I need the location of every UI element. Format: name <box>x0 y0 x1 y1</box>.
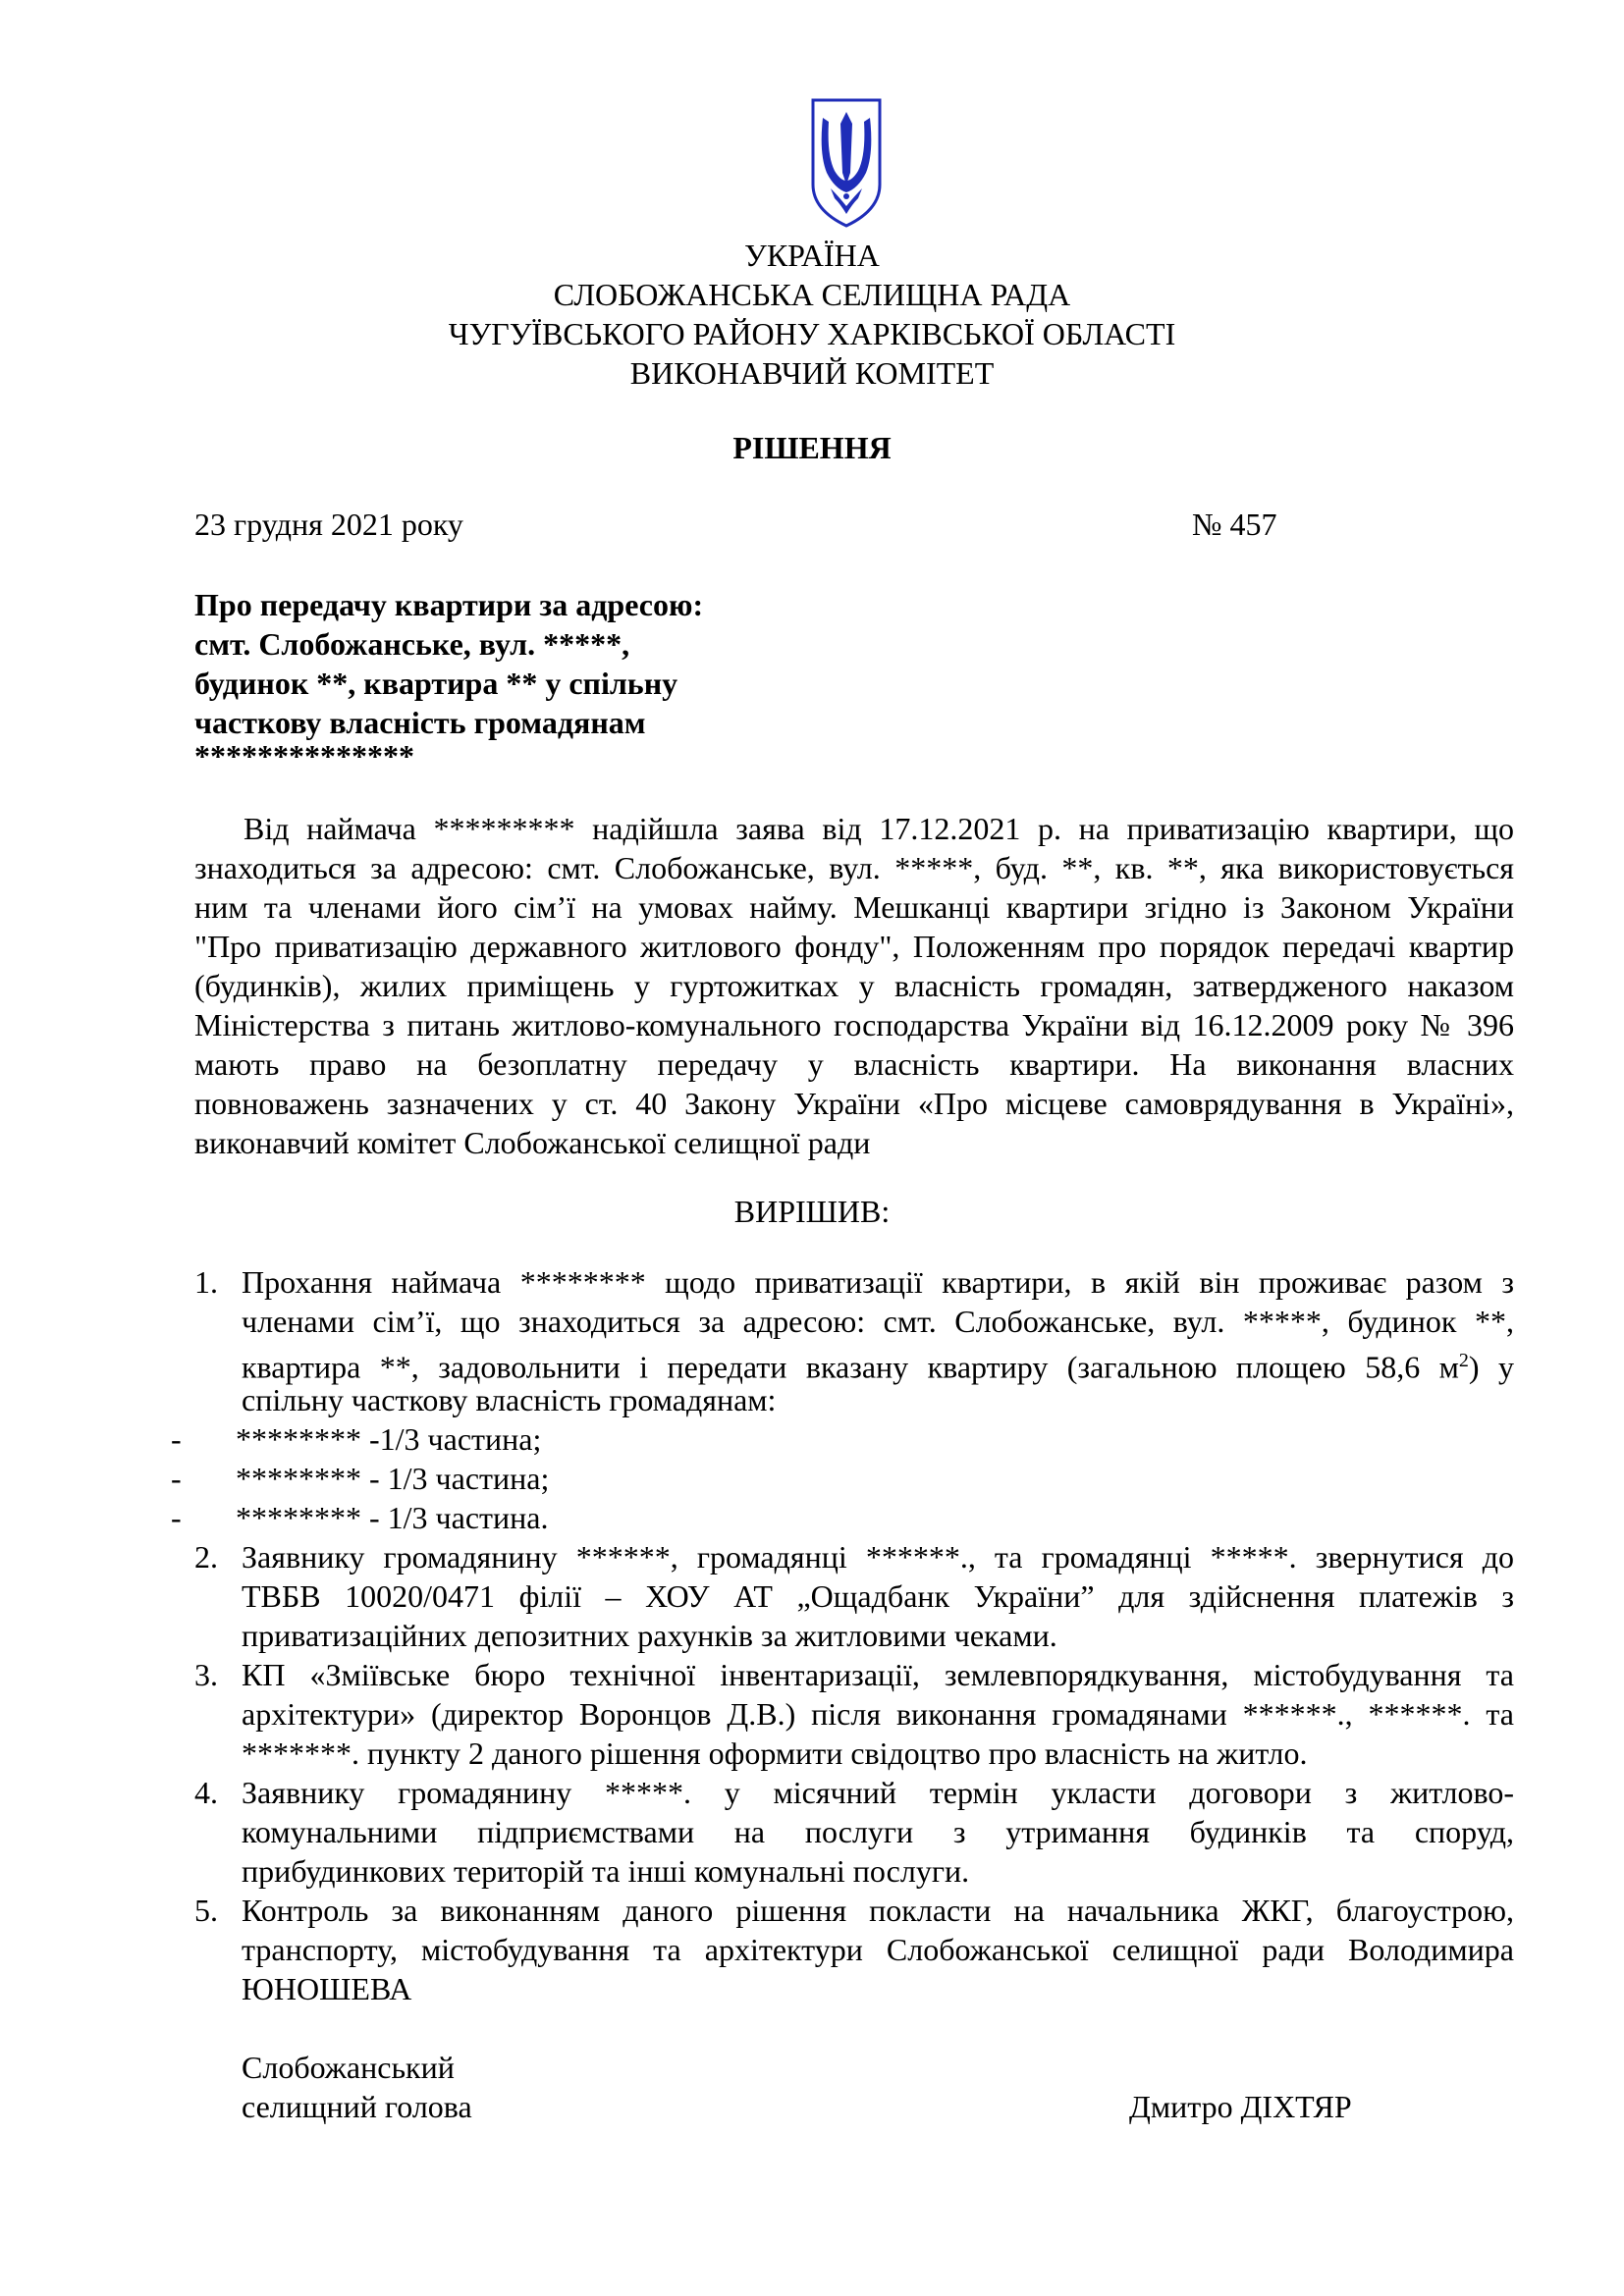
body-line-7: мають право на безоплатну передачу у власність квартири. На виконання власних <box>194 1046 1514 1082</box>
share-item-3: ******** - 1/3 частина. <box>236 1500 549 1535</box>
signatory-title-line-1: Слобожанський <box>242 2050 455 2085</box>
body-line-9: виконавчий комітет Слобожанської селищної ради <box>194 1125 871 1160</box>
item-4-number: 4. <box>194 1775 218 1810</box>
body-line-8: повноважень зазначених у ст. 40 Закону України «Про місцеве самоврядування в Україні», <box>194 1086 1514 1121</box>
body-line-6: Міністерства з питань житлово-комунального господарства України від 16.12.2009 року № 396 <box>194 1007 1514 1042</box>
item-2-line-3: приватизаційних депозитних рахунків за житловими чеками. <box>242 1618 1057 1653</box>
item-5-line-2: транспорту, містобудування та архітектури Слобожанської селищної ради Володимира <box>242 1932 1514 1967</box>
decision-date: 23 грудня 2021 року <box>194 507 463 542</box>
item-1-line-2: членами сім’ї, що знаходиться за адресою: смт. Слобожанське, вул. *****, будинок **, <box>242 1304 1514 1339</box>
item-3-line-1: КП «Зміївське бюро технічної інвентаризації, землевпорядкування, містобудування та <box>242 1657 1514 1692</box>
item-1-line-3-text: квартира **, задовольнити і передати вказану квартиру (загальною площею 58,6 м <box>242 1349 1459 1385</box>
item-5-number: 5. <box>194 1893 218 1928</box>
header-district: ЧУГУЇВСЬКОГО РАЙОНУ ХАРКІВСЬКОЇ ОБЛАСТІ <box>448 316 1176 351</box>
decision-number: № 457 <box>1192 507 1277 542</box>
share-item-2: ******** - 1/3 частина; <box>236 1461 550 1496</box>
item-1-number: 1. <box>194 1264 218 1300</box>
item-2-number: 2. <box>194 1539 218 1575</box>
item-1-line-1: Прохання наймача ******** щодо приватизації квартири, в якій він проживає разом з <box>242 1264 1514 1300</box>
header-committee: ВИКОНАВЧИЙ КОМІТЕТ <box>629 355 995 391</box>
item-4-line-2: комунальними підприємствами на послуги з утримання будинків та споруд, <box>242 1814 1514 1849</box>
item-3-line-3: *******. пункту 2 даного рішення оформити свідоцтво про власність на житло. <box>242 1735 1308 1771</box>
subject-line-2: смт. Слобожанське, вул. *****, <box>194 626 630 662</box>
item-2-line-2: ТВБВ 10020/0471 філії – ХОУ АТ „Ощадбанк України” для здійснення платежів з <box>242 1578 1514 1614</box>
item-3-line-2: архітектури» (директор Воронцов Д.В.) після виконання громадянами ******., ******. та <box>242 1696 1514 1732</box>
dash-bullet: - <box>171 1500 182 1535</box>
item-2-line-1: Заявнику громадянину ******, громадянці ******., та громадянці *****. звернутися до <box>242 1539 1514 1575</box>
item-1-line-4: спільну часткову власність громадянам: <box>242 1382 777 1417</box>
dash-bullet: - <box>171 1421 182 1457</box>
subject-line-1: Про передачу квартири за адресою: <box>194 587 704 622</box>
document-type-title: РІШЕННЯ <box>732 430 892 465</box>
header-country: УКРАЇНА <box>744 238 880 273</box>
subject-line-4: часткову власність громадянам <box>194 705 646 740</box>
header-council: СЛОБОЖАНСЬКА СЕЛИЩНА РАДА <box>553 277 1071 312</box>
item-4-line-1: Заявнику громадянину *****. у місячний термін укласти договори з житлово- <box>242 1775 1514 1810</box>
item-5-line-3: ЮНОШЕВА <box>242 1971 412 2006</box>
item-4-line-3: прибудинкових територій та інші комунальні послуги. <box>242 1853 970 1889</box>
subject-line-3: будинок **, квартира ** у спільну <box>194 666 678 701</box>
body-line-5: (будинків), жилих приміщень у гуртожитках у власність громадян, затвердженого наказом <box>194 968 1514 1003</box>
area-unit-superscript: 2 <box>1458 1350 1469 1371</box>
body-line-3: ним та членами його сім’ї на умовах найму. Мешканці квартири згідно із Законом України <box>194 889 1514 925</box>
subject-line-5: ************** <box>194 738 414 774</box>
body-line-2: знаходиться за адресою: смт. Слобожанське, вул. *****, буд. **, кв. **, яка використовується <box>194 850 1514 885</box>
signatory-name: Дмитро ДІХТЯР <box>1129 2089 1352 2124</box>
body-line-1: Від наймача ********* надійшла заява від 17.12.2021 р. на приватизацію квартири, що <box>244 811 1514 846</box>
item-1-line-3-end: ) у <box>1468 1349 1515 1385</box>
decided-heading: ВИРІШИВ: <box>733 1194 891 1229</box>
body-line-4: "Про приватизацію державного житлового фонду", Положенням про порядок передачі квартир <box>194 929 1514 964</box>
item-3-number: 3. <box>194 1657 218 1692</box>
trident-icon <box>807 94 886 230</box>
share-item-1: ******** -1/3 частина; <box>236 1421 542 1457</box>
item-5-line-1: Контроль за виконанням даного рішення покласти на начальника ЖКГ, благоустрою, <box>242 1893 1514 1928</box>
dash-bullet: - <box>171 1461 182 1496</box>
signatory-title-line-2: селищний голова <box>242 2089 472 2124</box>
